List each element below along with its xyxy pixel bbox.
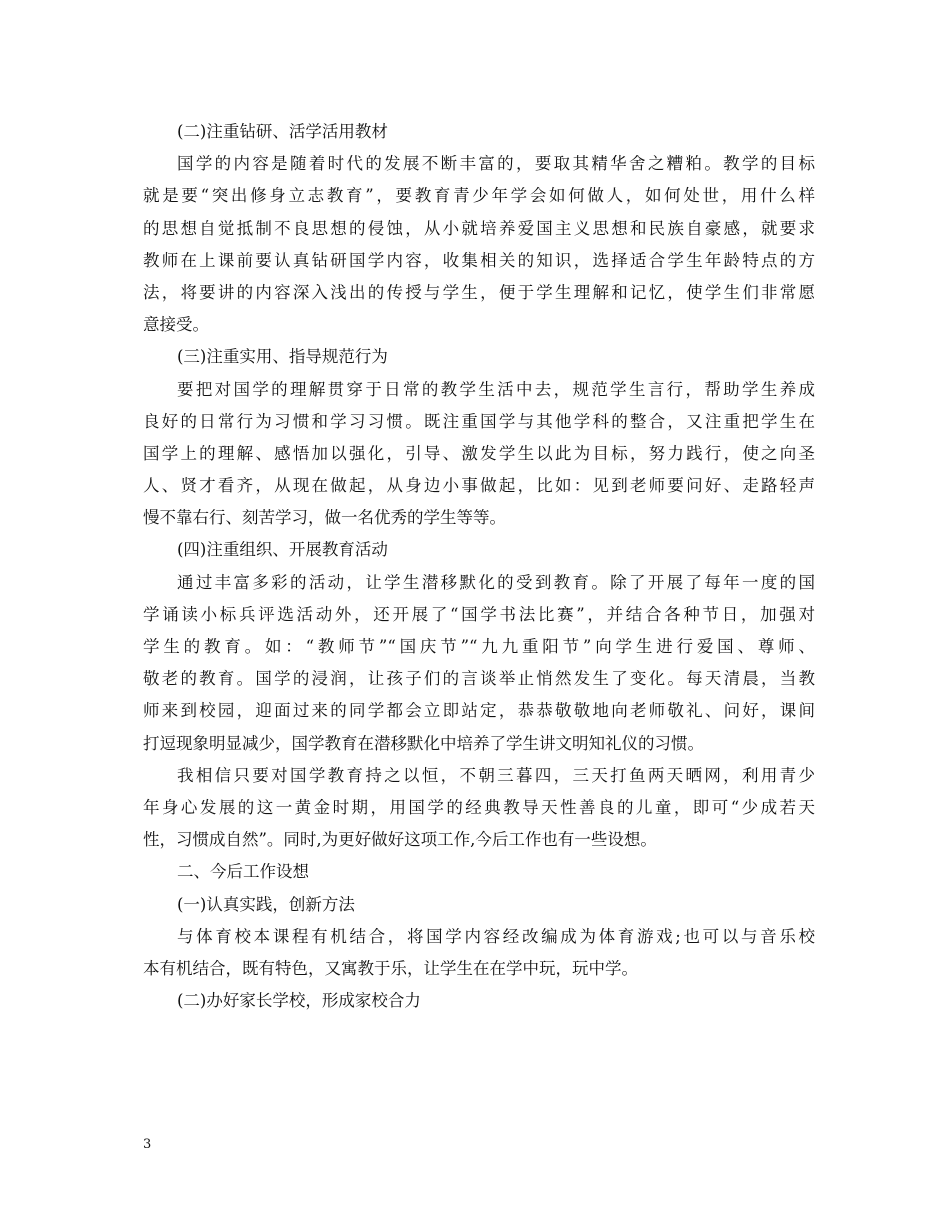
text-line: 学诵读小标兵评选活动外，还开展了“国学书法比赛”，并结合各种节日，加强对: [143, 604, 815, 624]
text-line: 学生的教育。如：“教师节”“国庆节”“九九重阳节”向学生进行爱国、尊师、: [143, 637, 815, 656]
text-line: 国学的内容是随着时代的发展不断丰富的，要取其精华舍之糟粕。教学的目标: [177, 154, 815, 174]
text-line: 要把对国学的理解贯穿于日常的教学生活中去，规范学生言行，帮助学生养成: [177, 379, 815, 399]
text-line: 本有机结合，既有特色，又寓教于乐，让学生在在学中玩，玩中学。: [143, 958, 638, 978]
page-number: 3: [143, 1137, 152, 1152]
text-line: 的思想自觉抵制不良思想的侵蚀，从小就培养爱国主义思想和民族自豪感，就要求: [143, 218, 815, 238]
text-line: 性，习惯成自然”。同时,为更好做好这项工作,今后工作也有一些设想。: [143, 830, 657, 850]
text-line: (二)注重钻研、活学活用教材: [177, 122, 388, 141]
text-line: 法，将要讲的内容深入浅出的传授与学生，便于学生理解和记忆，使学生们非常愿: [143, 282, 815, 302]
text-line: 师来到校园，迎面过来的同学都会立即站定，恭恭敬敬地向老师敬礼、问好，课间: [143, 701, 815, 721]
text-line: (二)办好家长学校，形成家校合力: [177, 991, 421, 1011]
text-line: 敬老的教育。国学的浸润，让孩子们的言谈举止悄然发生了变化。每天清晨，当教: [143, 669, 815, 689]
text-line: 二、今后工作设想: [177, 862, 309, 882]
text-line: (四)注重组织、开展教育活动: [177, 540, 388, 560]
text-line: 我相信只要对国学教育持之以恒，不朝三暮四，三天打鱼两天晒网，利用青少: [177, 765, 815, 785]
text-line: 教师在上课前要认真钻研国学内容，收集相关的知识，选择适合学生年龄特点的方: [143, 250, 815, 270]
text-line: 就是要“突出修身立志教育”，要教育青少年学会如何做人，如何处世，用什么样: [143, 186, 815, 206]
text-line: 与体育校本课程有机结合，将国学内容经改编成为体育游戏;也可以与音乐校: [177, 926, 815, 946]
text-line: 人、贤才看齐，从现在做起，从身边小事做起，比如：见到老师要问好、走路轻声: [143, 476, 815, 496]
text-line: 慢不靠右行、刻苦学习，做一名优秀的学生等等。: [143, 508, 506, 528]
text-line: (一)认真实践，创新方法: [177, 894, 355, 914]
text-line: 通过丰富多彩的活动，让学生潜移默化的受到教育。除了开展了每年一度的国: [177, 572, 815, 592]
text-line: 意接受。: [143, 315, 209, 335]
text-line: 国学上的理解、感悟加以强化，引导、激发学生以此为目标，努力践行，使之向圣: [143, 443, 815, 463]
text-line: (三)注重实用、指导规范行为: [177, 347, 388, 367]
page-body: [143, 116, 815, 1017]
text-line: 打逗现象明显减少，国学教育在潜移默化中培养了学生讲文明知礼仪的习惯。: [143, 733, 704, 753]
text-line: 年身心发展的这一黄金时期，用国学的经典教导天性善良的儿童，即可“少成若天: [143, 797, 815, 817]
text-line: 良好的日常行为习惯和学习习惯。既注重国学与其他学科的整合，又注重把学生在: [143, 411, 815, 431]
